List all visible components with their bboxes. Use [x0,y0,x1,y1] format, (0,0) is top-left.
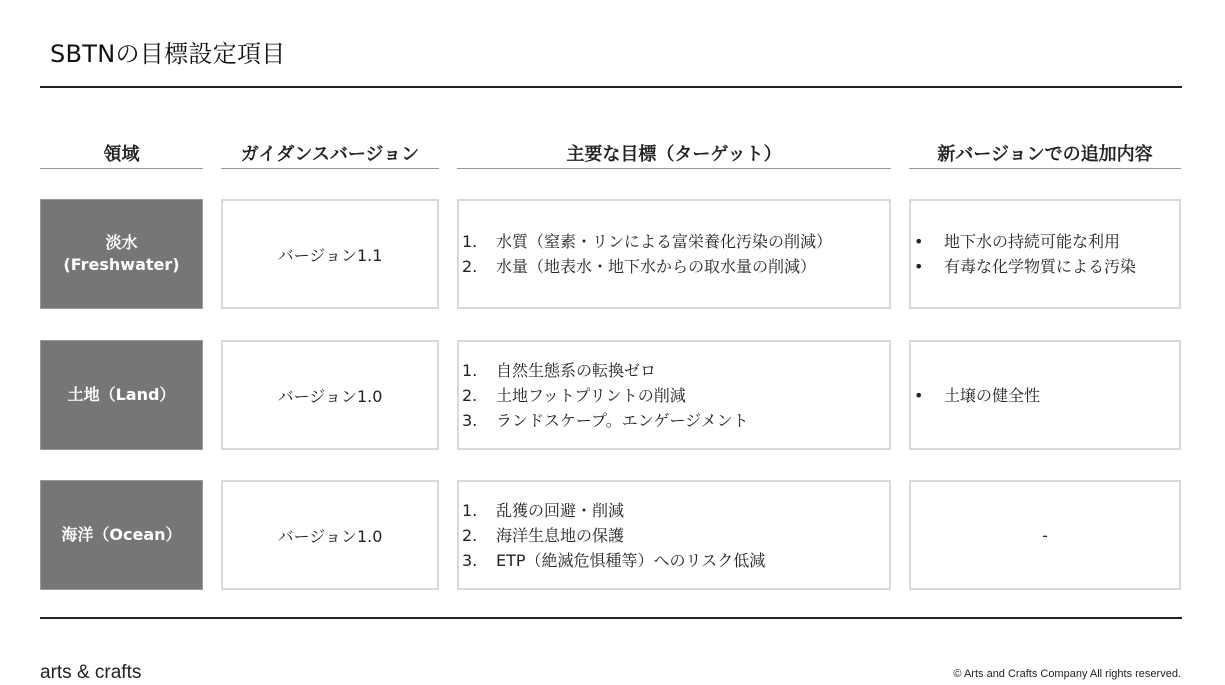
goal-number: 1. [462,232,478,251]
domain-label: 土地（Land） [67,385,176,404]
goal-text: 水質（窒素・リンによる富栄養化汚染の削減） [496,232,833,251]
additions-cell [909,340,1181,450]
addition-item [914,383,1179,408]
goal-item [462,548,889,573]
bullet: • [914,257,924,276]
version-cell [221,199,439,309]
addition-item [914,229,1179,254]
bullet: • [914,232,924,251]
header-goals: 主要な目標（ターゲット） [457,140,891,169]
header-domain: 領域 [40,140,203,169]
version-label: バージョン1.1 [277,245,383,265]
goal-item [462,383,889,408]
goal-number: 1. [462,500,478,520]
goal-text: 自然生態系の転換ゼロ [496,360,657,380]
table-row-land [0,340,1225,450]
domain-sublabel: (Freshwater) [63,255,180,274]
goal-text: 海洋生息地の保護 [496,525,625,545]
additions-cell [909,199,1181,309]
version-label: バージョン1.0 [277,526,383,546]
goal-item [462,408,889,433]
header-additions: 新バージョンでの追加内容 [909,140,1181,169]
goals-cell [457,340,891,450]
goal-number: 2. [462,257,478,276]
addition-text: - [1042,525,1048,545]
addition-text: 地下水の持続可能な利用 [944,232,1121,251]
goals-cell [457,199,891,309]
table-row-freshwater [0,199,1225,309]
header-version: ガイダンスバージョン [221,140,439,169]
domain-label: 海洋（Ocean） [61,525,182,544]
goal-item [462,229,889,254]
copyright-notice: © Arts and Crafts Company All rights reserved. [953,668,1181,680]
goal-number: 3. [462,550,478,570]
version-cell [221,340,439,450]
addition-text: 有毒な化学物質による汚染 [944,257,1137,276]
addition-text: 土壌の健全性 [944,385,1041,405]
goal-item [462,358,889,383]
company-logo: arts & crafts [40,662,142,683]
goal-number: 2. [462,525,478,545]
version-cell [221,480,439,590]
goal-number: 3. [462,410,478,430]
top-divider [40,86,1182,88]
additions-cell [909,480,1181,590]
goal-text: 水量（地表水・地下水からの取水量の削減） [496,257,817,276]
goal-item [462,523,889,548]
goal-number: 1. [462,360,478,380]
domain-cell [40,480,203,590]
goal-item [462,254,889,279]
goals-cell [457,480,891,590]
goal-number: 2. [462,385,478,405]
goal-text: 乱獲の回避・削減 [496,500,625,520]
page-title: SBTNの目標設定項目 [50,40,286,68]
version-label: バージョン1.0 [277,386,383,406]
domain-cell [40,199,203,309]
bottom-divider [40,617,1182,619]
goal-text: 土地フットプリントの削減 [496,385,686,405]
domain-cell [40,340,203,450]
table-row-ocean [0,480,1225,590]
goal-text: ETP（絶滅危惧種等）へのリスク低減 [496,550,766,570]
goal-item [462,498,889,523]
addition-item [914,254,1179,279]
bullet: • [914,385,924,405]
domain-label: 淡水 [105,233,138,252]
goal-text: ランドスケープ。エンゲージメント [496,410,749,430]
